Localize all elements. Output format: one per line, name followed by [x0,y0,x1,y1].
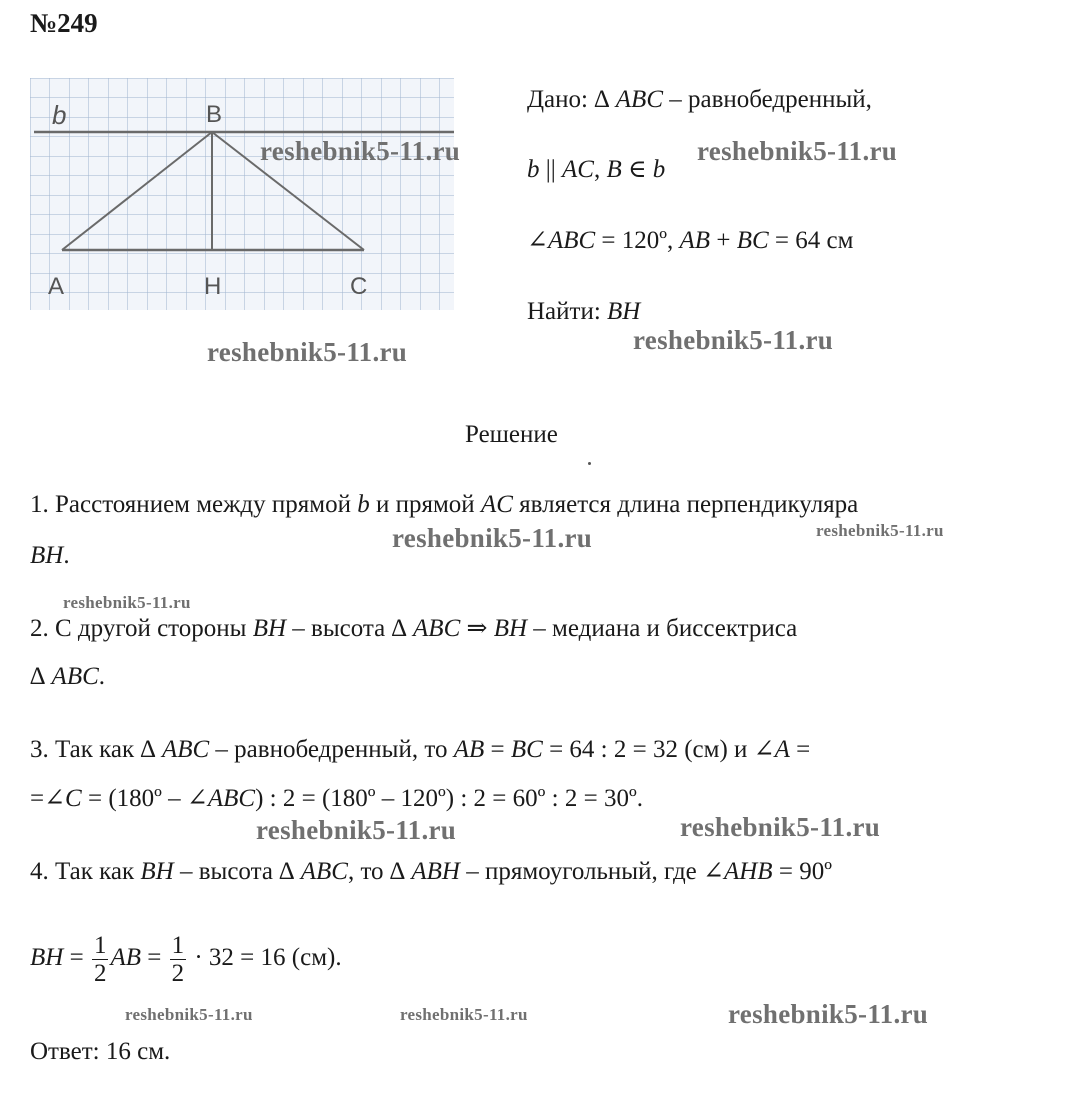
label-B: B [206,101,223,128]
watermark: reshebnik5-11.ru [392,523,593,553]
triangle-sketch [30,78,454,310]
given-line-1: Дано: ∆ ABC – равнобедренный, [527,86,872,113]
watermark: reshebnik5-11.ru [125,1005,253,1024]
given-line-2: b || AC, B ∈ b [527,156,666,183]
fraction-one-half: $\frac{1}{2}$ [93,932,107,987]
find-line: Найти: BH [527,298,641,325]
label-H: H [204,273,222,300]
given-line-3: ∠ABC = 120º, AB + BC = 64 см [527,227,854,254]
step-2-line-1: 2. С другой стороны BH – высота ∆ ABC ⇒ BH – медиана и биссектриса [30,615,798,642]
speck [588,462,591,465]
watermark: reshebnik5-11.ru [680,812,881,842]
step-2-line-2: ∆ ABC. [30,663,106,690]
step-3-line-2: =∠C = (180º – ∠ABC) : 2 = (180º – 120º) : 2 = 60º : 2 = 30º. [30,785,643,812]
watermark: reshebnik5-11.ru [400,1005,528,1024]
step-3-line-1: 3. Так как ∆ ABC – равнобедренный, то AB = BC = 64 : 2 = 32 (см) и ∠A = [30,736,811,763]
bh-formula: BH = $\frac{1}{2}$ AB = $\frac{1}{2}$ · 32 = 16 (см). [30,932,342,987]
watermark: reshebnik5-11.ru [63,593,191,612]
step-4-line: 4. Так как BH – высота ∆ ABC, то ∆ ABH – прямоугольный, где ∠AHB = 90º [30,858,832,885]
watermark: reshebnik5-11.ru [207,337,408,367]
watermark: reshebnik5-11.ru [816,521,944,540]
watermark: reshebnik5-11.ru [256,815,457,845]
problem-number: №249 [30,8,98,38]
step-1-line-2: BH. [30,542,70,569]
solution-heading: Решение [465,421,558,448]
answer: Ответ: 16 см. [30,1038,171,1065]
label-b-line: b [52,100,67,130]
watermark: reshebnik5-11.ru [728,999,929,1029]
fraction-one-half-2: $\frac{1}{2}$ [171,932,185,987]
watermark: reshebnik5-11.ru [697,136,898,166]
step-1-line-1: 1. Расстоянием между прямой b и прямой AC является длина перпендикуляра [30,491,859,518]
label-A: A [48,273,65,300]
watermark: reshebnik5-11.ru [260,136,461,166]
label-C: C [350,273,368,300]
watermark: reshebnik5-11.ru [633,325,834,355]
